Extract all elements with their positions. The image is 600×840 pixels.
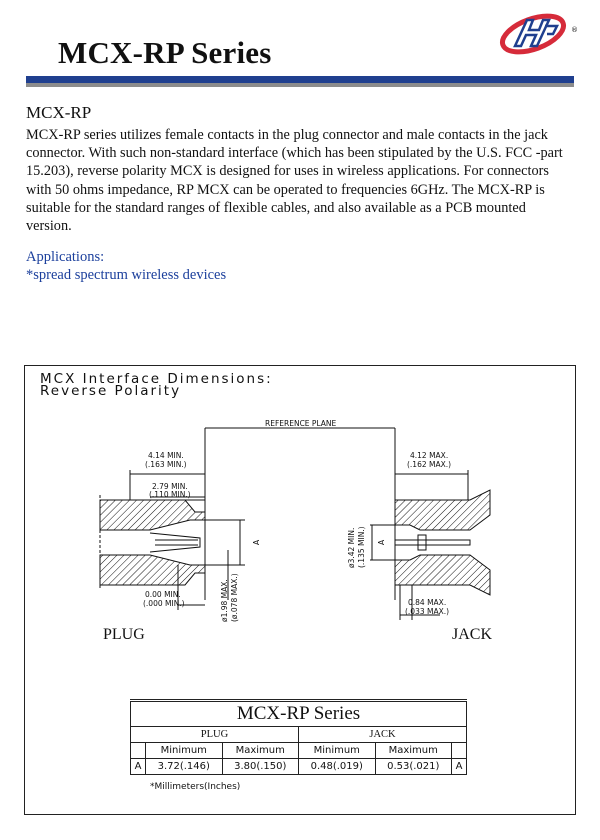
row-label-left: A xyxy=(131,759,146,775)
table-spacer xyxy=(452,743,467,759)
table-footnote: *Millimeters(Inches) xyxy=(150,782,241,792)
table-row xyxy=(131,759,467,775)
jack-max-value: 0.53(.021) xyxy=(375,759,452,775)
table-caption-row xyxy=(131,701,467,727)
applications-heading: Applications: xyxy=(26,249,105,265)
jack-header: JACK xyxy=(299,727,467,743)
plug-dim-letter: A xyxy=(252,539,261,545)
jack-dim-letter: A xyxy=(377,539,386,545)
plug-dim1-in: (.163 MIN.) xyxy=(145,460,187,469)
plug-dim3-in: (.000 MIN.) xyxy=(143,599,185,608)
jack-label: JACK xyxy=(452,626,493,643)
figure-subtitle: Reverse Polarity xyxy=(40,383,182,399)
plug-dim2-in: (.110 MIN.) xyxy=(149,490,191,499)
table-group-row xyxy=(131,727,467,743)
dimensions-table xyxy=(130,699,467,775)
intro-paragraph: MCX-RP series utilizes female contacts in the plug connector and male contacts in the jack connector. With such non-standard interface (which has been stipulated by the U.S. FCC -part 15.203), reverse polarity MCX is designed for uses in wireless applications. For connectors with 50 ohms impedance, RP MCX can be operated to frequencies 6GHz. The MCX-RP is suitable for the standard ranges of flexible cables, and also available as a PCB mounted version. xyxy=(26,127,563,235)
plug-dim1-mm: 4.14 MIN. xyxy=(148,451,184,460)
plug-header: PLUG xyxy=(131,727,299,743)
jack-dim3-mm: 0.84 MAX. xyxy=(408,598,447,607)
jack-dim1-mm: 4.12 MAX. xyxy=(410,451,449,460)
plug-max-value: 3.80(.150) xyxy=(222,759,299,775)
table-spacer xyxy=(131,743,146,759)
plug-dim4-mm: ø1.98 MAX. xyxy=(220,579,229,622)
plug-dim2-mm: 2.79 MIN. xyxy=(152,482,188,491)
jack-dim1-in: (.162 MAX.) xyxy=(407,460,452,469)
registered-mark: ® xyxy=(571,26,578,34)
table-header-row xyxy=(131,743,467,759)
row-label-right: A xyxy=(452,759,467,775)
applications-item: *spread spectrum wireless devices xyxy=(26,267,227,283)
plug-label: PLUG xyxy=(103,626,145,643)
jack-max-header: Maximum xyxy=(375,743,452,759)
plug-min-header: Minimum xyxy=(146,743,223,759)
jack-min-value: 0.48(.019) xyxy=(299,759,376,775)
jack-dim2-in: (.135 MIN.) xyxy=(357,526,366,568)
jack-dim2-mm: ø3.42 MIN. xyxy=(347,527,356,568)
plug-max-header: Maximum xyxy=(222,743,299,759)
figure-title: MCX Interface Dimensions: xyxy=(40,371,273,387)
section-heading: MCX-RP xyxy=(26,103,92,122)
reference-plane-label: REFERENCE PLANE xyxy=(265,419,337,428)
plug-dim4-in: (ø.078 MAX.) xyxy=(230,573,239,622)
plug-dim3-mm: 0.00 MIN. xyxy=(145,590,181,599)
jack-min-header: Minimum xyxy=(299,743,376,759)
page-title: MCX-RP Series xyxy=(58,35,272,70)
plug-min-value: 3.72(.146) xyxy=(146,759,223,775)
jack-dim3-in: (.033 MAX.) xyxy=(405,607,450,616)
table-caption: MCX-RP Series xyxy=(131,701,467,727)
